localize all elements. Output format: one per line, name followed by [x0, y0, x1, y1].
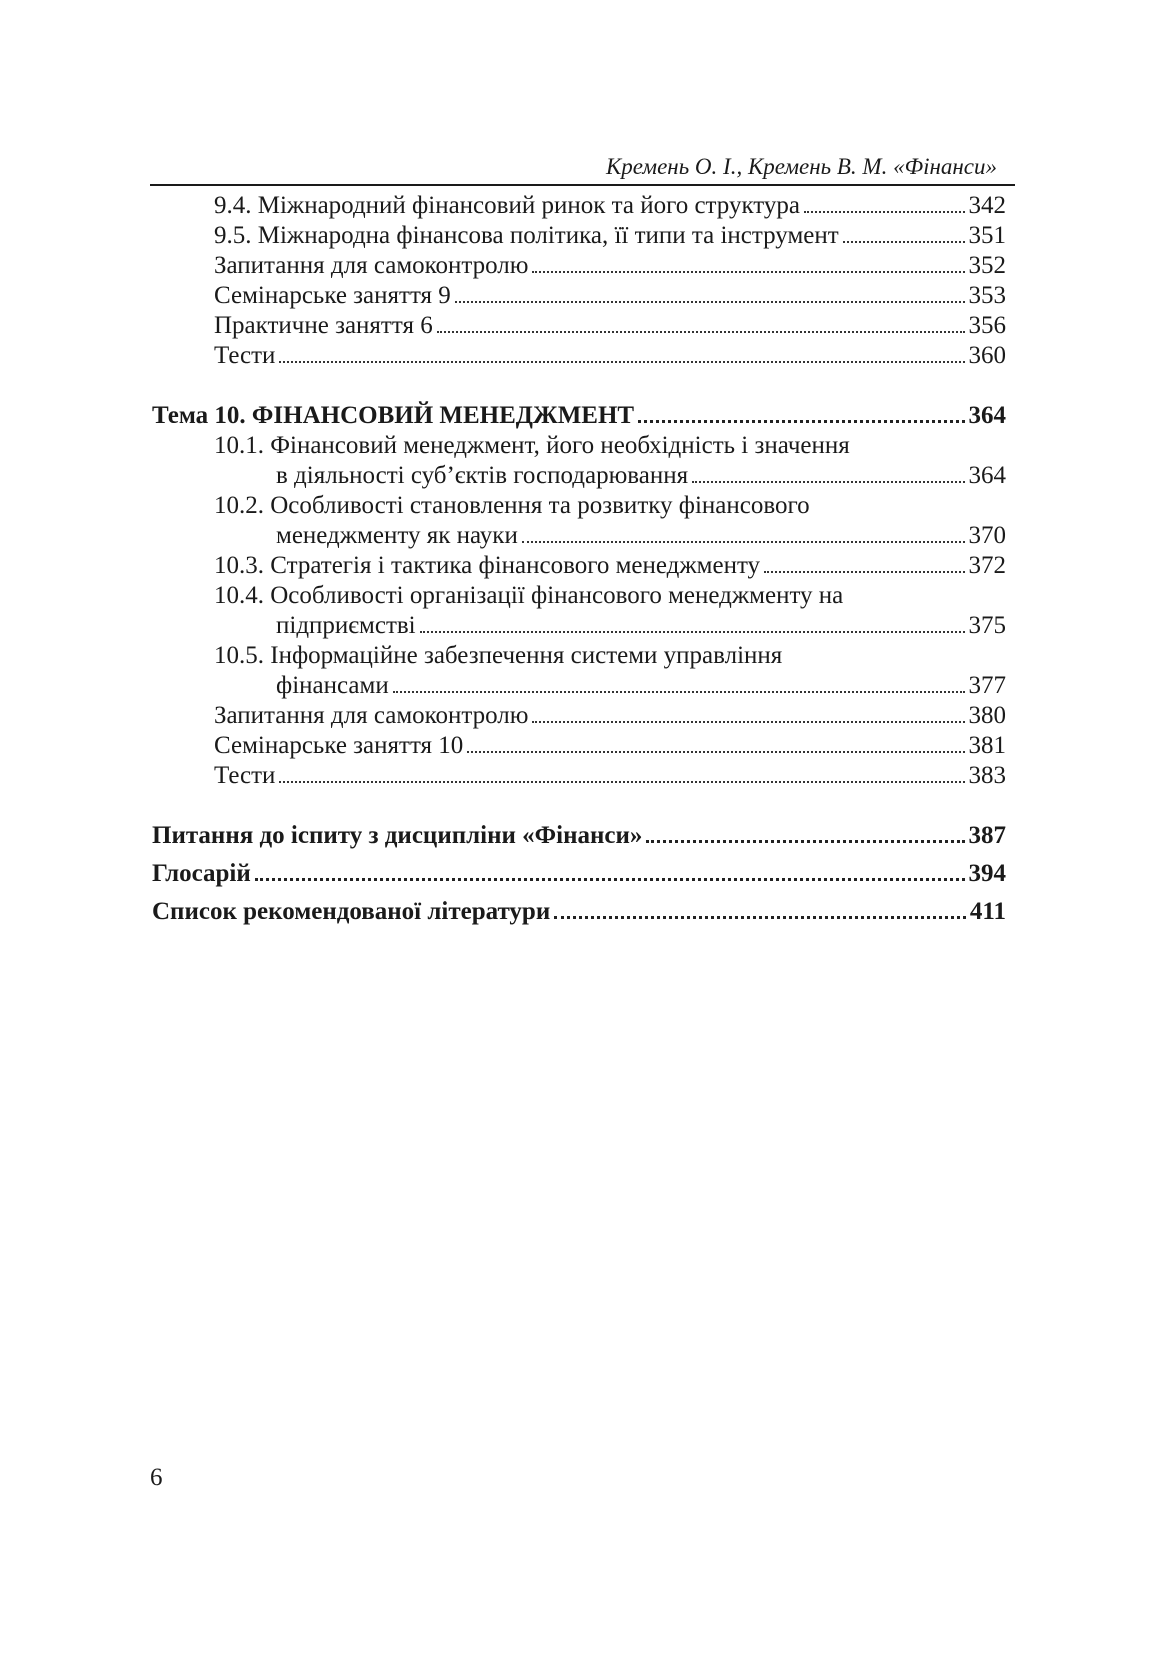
toc-entry-label: 9.5. Міжнародна фінансова політика, її типи та інструмент: [214, 222, 839, 249]
toc-entry-topic-10[interactable]: [152, 400, 1006, 431]
toc-entry-label-line1: 10.5. Інформаційне забезпечення системи управління: [214, 642, 783, 669]
toc-entry-tests-9[interactable]: [214, 340, 1006, 371]
toc-page-number: 342: [968, 192, 1006, 219]
toc-entry-label: Тести: [214, 762, 276, 789]
toc-entry-label: Запитання для самоконтролю: [214, 252, 529, 279]
toc-entry-label: Практичне заняття 6: [214, 312, 433, 339]
toc-entry-line2: [276, 610, 1006, 641]
dot-leader: [764, 571, 964, 573]
dot-leader: [455, 301, 965, 303]
toc-entry-self-check-10[interactable]: [214, 700, 1006, 731]
toc-entry-seminar-10[interactable]: [214, 730, 1006, 761]
dot-leader: [843, 241, 965, 243]
toc-page-number: 372: [968, 552, 1006, 579]
toc-entry-label-line2: в діяльності суб’єктів господарювання: [276, 462, 689, 489]
toc-page-number: 356: [968, 312, 1006, 339]
toc-entry-seminar-9[interactable]: [214, 280, 1006, 311]
toc-entry-tests-10[interactable]: [214, 760, 1006, 791]
toc-entry-label: Тести: [214, 342, 276, 369]
toc-entry-label: Запитання для самоконтролю: [214, 702, 529, 729]
toc-entry-9-5[interactable]: [214, 220, 1006, 251]
dot-leader: [393, 691, 965, 693]
running-title: Кремень О. І., Кремень В. М. «Фінанси»: [606, 154, 997, 179]
toc-entry-9-4[interactable]: [214, 190, 1006, 221]
toc-entry-label: Семінарське заняття 9: [214, 282, 451, 309]
dot-leader: [638, 420, 964, 423]
toc-entry-line2: [276, 520, 1006, 551]
toc-entry-glossary[interactable]: [152, 858, 1006, 889]
dot-leader: [532, 721, 964, 723]
dot-leader: [467, 751, 964, 753]
dot-leader: [692, 481, 964, 483]
toc-entry-label-line2: підприємстві: [276, 612, 416, 639]
toc-entry-label: Семінарське заняття 10: [214, 732, 464, 759]
toc-page-number: 364: [968, 462, 1006, 489]
dot-leader: [522, 541, 965, 543]
toc-entry-label-line2: менеджменту як науки: [276, 522, 518, 549]
dot-leader: [554, 916, 966, 919]
toc-entry-self-check-9[interactable]: [214, 250, 1006, 281]
toc-entry-label-line2: фінансами: [276, 672, 389, 699]
toc-page-number: 394: [968, 860, 1006, 887]
toc-page-number: 383: [968, 762, 1006, 789]
toc-entry-exam-questions[interactable]: [152, 820, 1006, 851]
dot-leader: [532, 271, 964, 273]
dot-leader: [279, 361, 964, 363]
toc-entry-10-3[interactable]: [214, 550, 1006, 581]
dot-leader: [420, 631, 965, 633]
toc-page-number: 380: [968, 702, 1006, 729]
toc-page-number: 364: [968, 402, 1006, 429]
toc-entry-label: Глосарій: [152, 860, 251, 887]
toc-page-number: 375: [968, 612, 1006, 639]
toc-page-number: 370: [968, 522, 1006, 549]
toc-page-number: 411: [969, 898, 1006, 925]
page-number: 6: [150, 1464, 163, 1491]
dot-leader: [255, 878, 965, 881]
toc-page-number: 353: [968, 282, 1006, 309]
toc-entry-line2: [276, 460, 1006, 491]
toc-entry-label-line1: 10.4. Особливості організації фінансового менеджменту на: [214, 582, 844, 609]
dot-leader: [804, 211, 965, 213]
toc-entry-label: 10.3. Стратегія і тактика фінансового менеджменту: [214, 552, 761, 579]
toc-entry-label-line1: 10.1. Фінансовий менеджмент, його необхідність і значення: [214, 432, 850, 459]
toc-entry-practical-6[interactable]: [214, 310, 1006, 341]
toc-page-number: 360: [968, 342, 1006, 369]
toc-entry-label: Питання до іспиту з дисципліни «Фінанси»: [152, 822, 643, 849]
toc-topic-label: Тема 10. ФІНАНСОВИЙ МЕНЕДЖМЕНТ: [152, 402, 635, 429]
toc-page-number: 381: [968, 732, 1006, 759]
toc-page-number: 352: [968, 252, 1006, 279]
toc-page-number: 377: [968, 672, 1006, 699]
toc-page-number: 351: [968, 222, 1006, 249]
dot-leader: [646, 840, 964, 843]
toc-entry-label: Список рекомендованої літератури: [152, 898, 551, 925]
toc-entry-literature[interactable]: [152, 896, 1006, 927]
toc-entry-line2: [276, 670, 1006, 701]
toc-entry-label-line1: 10.2. Особливості становлення та розвитку фінансового: [214, 492, 810, 519]
toc-entry-label: 9.4. Міжнародний фінансовий ринок та його структура: [214, 192, 800, 219]
dot-leader: [437, 331, 965, 333]
toc-page-number: 387: [968, 822, 1006, 849]
dot-leader: [279, 781, 964, 783]
